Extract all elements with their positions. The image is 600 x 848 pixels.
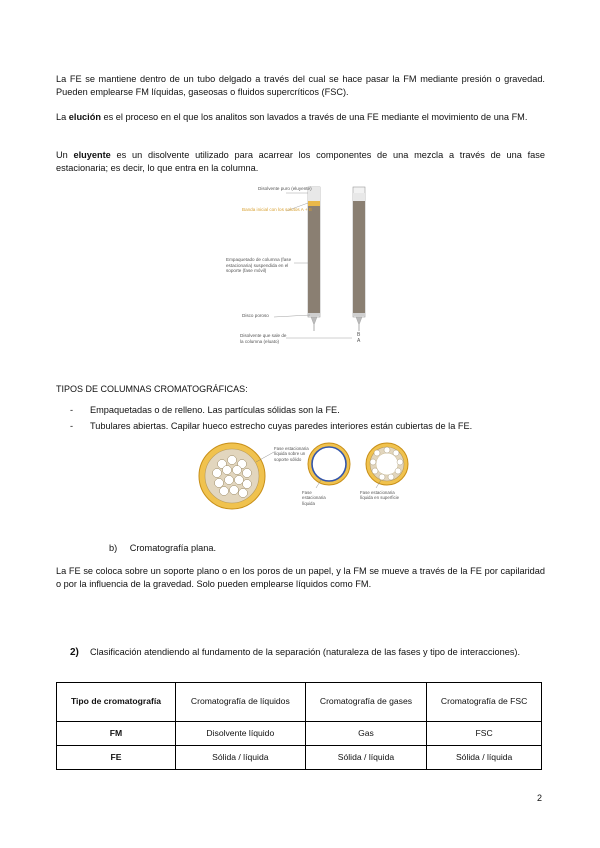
table-cell: FSC [427, 722, 542, 746]
table-row [57, 746, 542, 770]
label-fe-soporte: Fase estacionaria líquida sobre un soporte sólido [274, 446, 309, 462]
bullet-text-tubulares: Tubulares abiertas. Capilar hueco estrecho cuyas paredes interiores están cubiertas de la FE. [90, 421, 473, 431]
table-cell: Sólida / líquida [305, 746, 427, 770]
table-row [57, 722, 542, 746]
table-cell: FE [57, 746, 176, 770]
paragraph-elution: La elución es el proceso en el que los analitos son lavados a través de una FE mediante el movimiento de una FM. [56, 112, 528, 122]
label-fe-liquida: Fase estacionaria líquida [302, 490, 326, 506]
bullet-marker: - [70, 421, 74, 431]
subsection-marker: b) [109, 543, 118, 553]
page-number: 2 [537, 793, 543, 803]
section-2 [70, 646, 545, 659]
table-header: Tipo de cromatografía [57, 683, 176, 722]
bullet-list [70, 404, 540, 436]
table-header: Cromatografía de FSC [427, 683, 542, 722]
column-figure [228, 185, 378, 345]
subsection-title: Cromatografía plana. [129, 543, 217, 553]
label-disolvente-puro: Disolvente puro (eluyente) [258, 186, 312, 191]
label-banda-inicial: Banda inicial con los solutos A + B [242, 207, 312, 212]
subsection-plana [109, 542, 216, 555]
list-item [70, 420, 540, 436]
table-cell: Gas [305, 722, 427, 746]
label-empaquetado: Empaquetado de columna (fase estacionaria) suspendida en el soporte (fase móvil) [226, 257, 292, 273]
section-2-text: Clasificación atendiendo al fundamento de la separación (naturaleza de las fases y tipo de interacciones). [90, 647, 521, 657]
table-header-row [57, 683, 542, 722]
label-disco-poroso: Disco poroso [242, 313, 269, 318]
table-cell: Sólida / líquida [427, 746, 542, 770]
bullet-text-empaquetadas: Empaquetadas o de relleno. Las partículas sólidas son la FE. [90, 405, 340, 415]
paragraph-fe-tube: La FE se mantiene dentro de un tubo delgado a través del cual se hace pasar la FM mediante presión o gravedad. Pueden emplearse FM líquidas, gaseosas o fluidos supercríticos (FSC). [56, 74, 545, 98]
letter-b: B [357, 332, 361, 338]
table-cell: Sólida / líquida [176, 746, 306, 770]
table-cell: FM [57, 722, 176, 746]
letter-a: A [357, 338, 361, 344]
paragraph-eluent: Un eluyente es un disolvente utilizado para acarrear los componentes de una mezcla a través de una fase estacionaria; es decir, lo que entra en la columna. [56, 150, 545, 174]
term-elucion: elución [68, 112, 101, 122]
label-eluato: Disolvente que sale de la columna (eluato) [240, 333, 287, 344]
bullet-marker: - [70, 405, 74, 415]
section-2-number: 2) [70, 647, 79, 658]
table-header: Cromatografía de líquidos [176, 683, 306, 722]
list-item [70, 404, 540, 420]
paragraph-plana: La FE se coloca sobre un soporte plano o en los poros de un papel, y la FM se mueve a través de la FE por capilaridad o por la influencia de la gravedad. Solo pueden emplearse líquidos como FM. [56, 566, 545, 590]
table-cell: Disolvente líquido [176, 722, 306, 746]
tube-cross-section-figure [196, 440, 418, 512]
label-fe-superficie: Fase estacionaria líquida en superficie [360, 490, 400, 501]
heading-tipos-columnas: TIPOS DE COLUMNAS CROMATOGRÁFICAS: [56, 384, 248, 394]
table-header: Cromatografía de gases [305, 683, 427, 722]
classification-table [56, 682, 542, 770]
term-eluyente: eluyente [73, 150, 111, 160]
